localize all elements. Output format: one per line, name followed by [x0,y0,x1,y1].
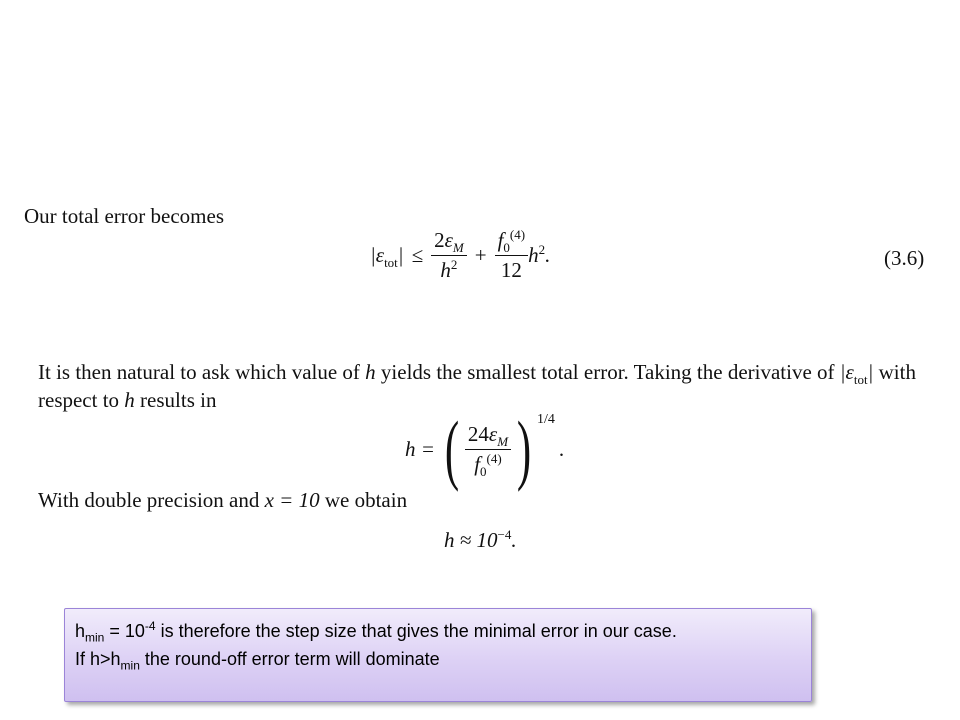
callout-line-2: If $h>h_{min}$ the round-off error term will dominate [75,649,440,673]
frac-f0-12: $\frac{f_0^{(4)}}{12}$ [495,228,529,283]
equation-number: (3.6) [884,246,925,270]
paragraph-line-3: With double precision and x = 10 we obtain [38,488,408,512]
leq-sign: ≤ [411,243,424,267]
equation-h-approx: $h \approx 10^{-4}$. [444,527,517,552]
frac-eps-h2: $\frac{2\varepsilon_M}{h^2}$ [431,228,467,283]
h-squared: $h^2$. [528,242,551,267]
equation-3-6 [370,228,550,283]
abs-eps-tot: $|\varepsilon_{tot}|$ [370,243,404,271]
paragraph-line-1: It is then natural to ask which value of h yields the smallest total error. Taking the derivative of $|\varepsilon_{tot}|$ with [38,360,916,388]
frac-24eps-f0: $\frac{24\varepsilon_M}{f_0^{(4)}}$ [465,422,511,477]
equation-h-opt: h = ( $\frac{24\varepsilon_M}{f_0^{(4)}}$ ) 1/4 . [405,405,565,492]
intro-text: Our total error becomes [24,204,225,228]
plus-sign: + [474,243,487,267]
conclusion-callout [64,608,812,702]
callout-line-1: $h_{min} = 10^{-4}$ is therefore the step size that gives the minimal error in our case. [75,619,677,645]
paragraph-line-2: respect to h results in [38,388,217,412]
